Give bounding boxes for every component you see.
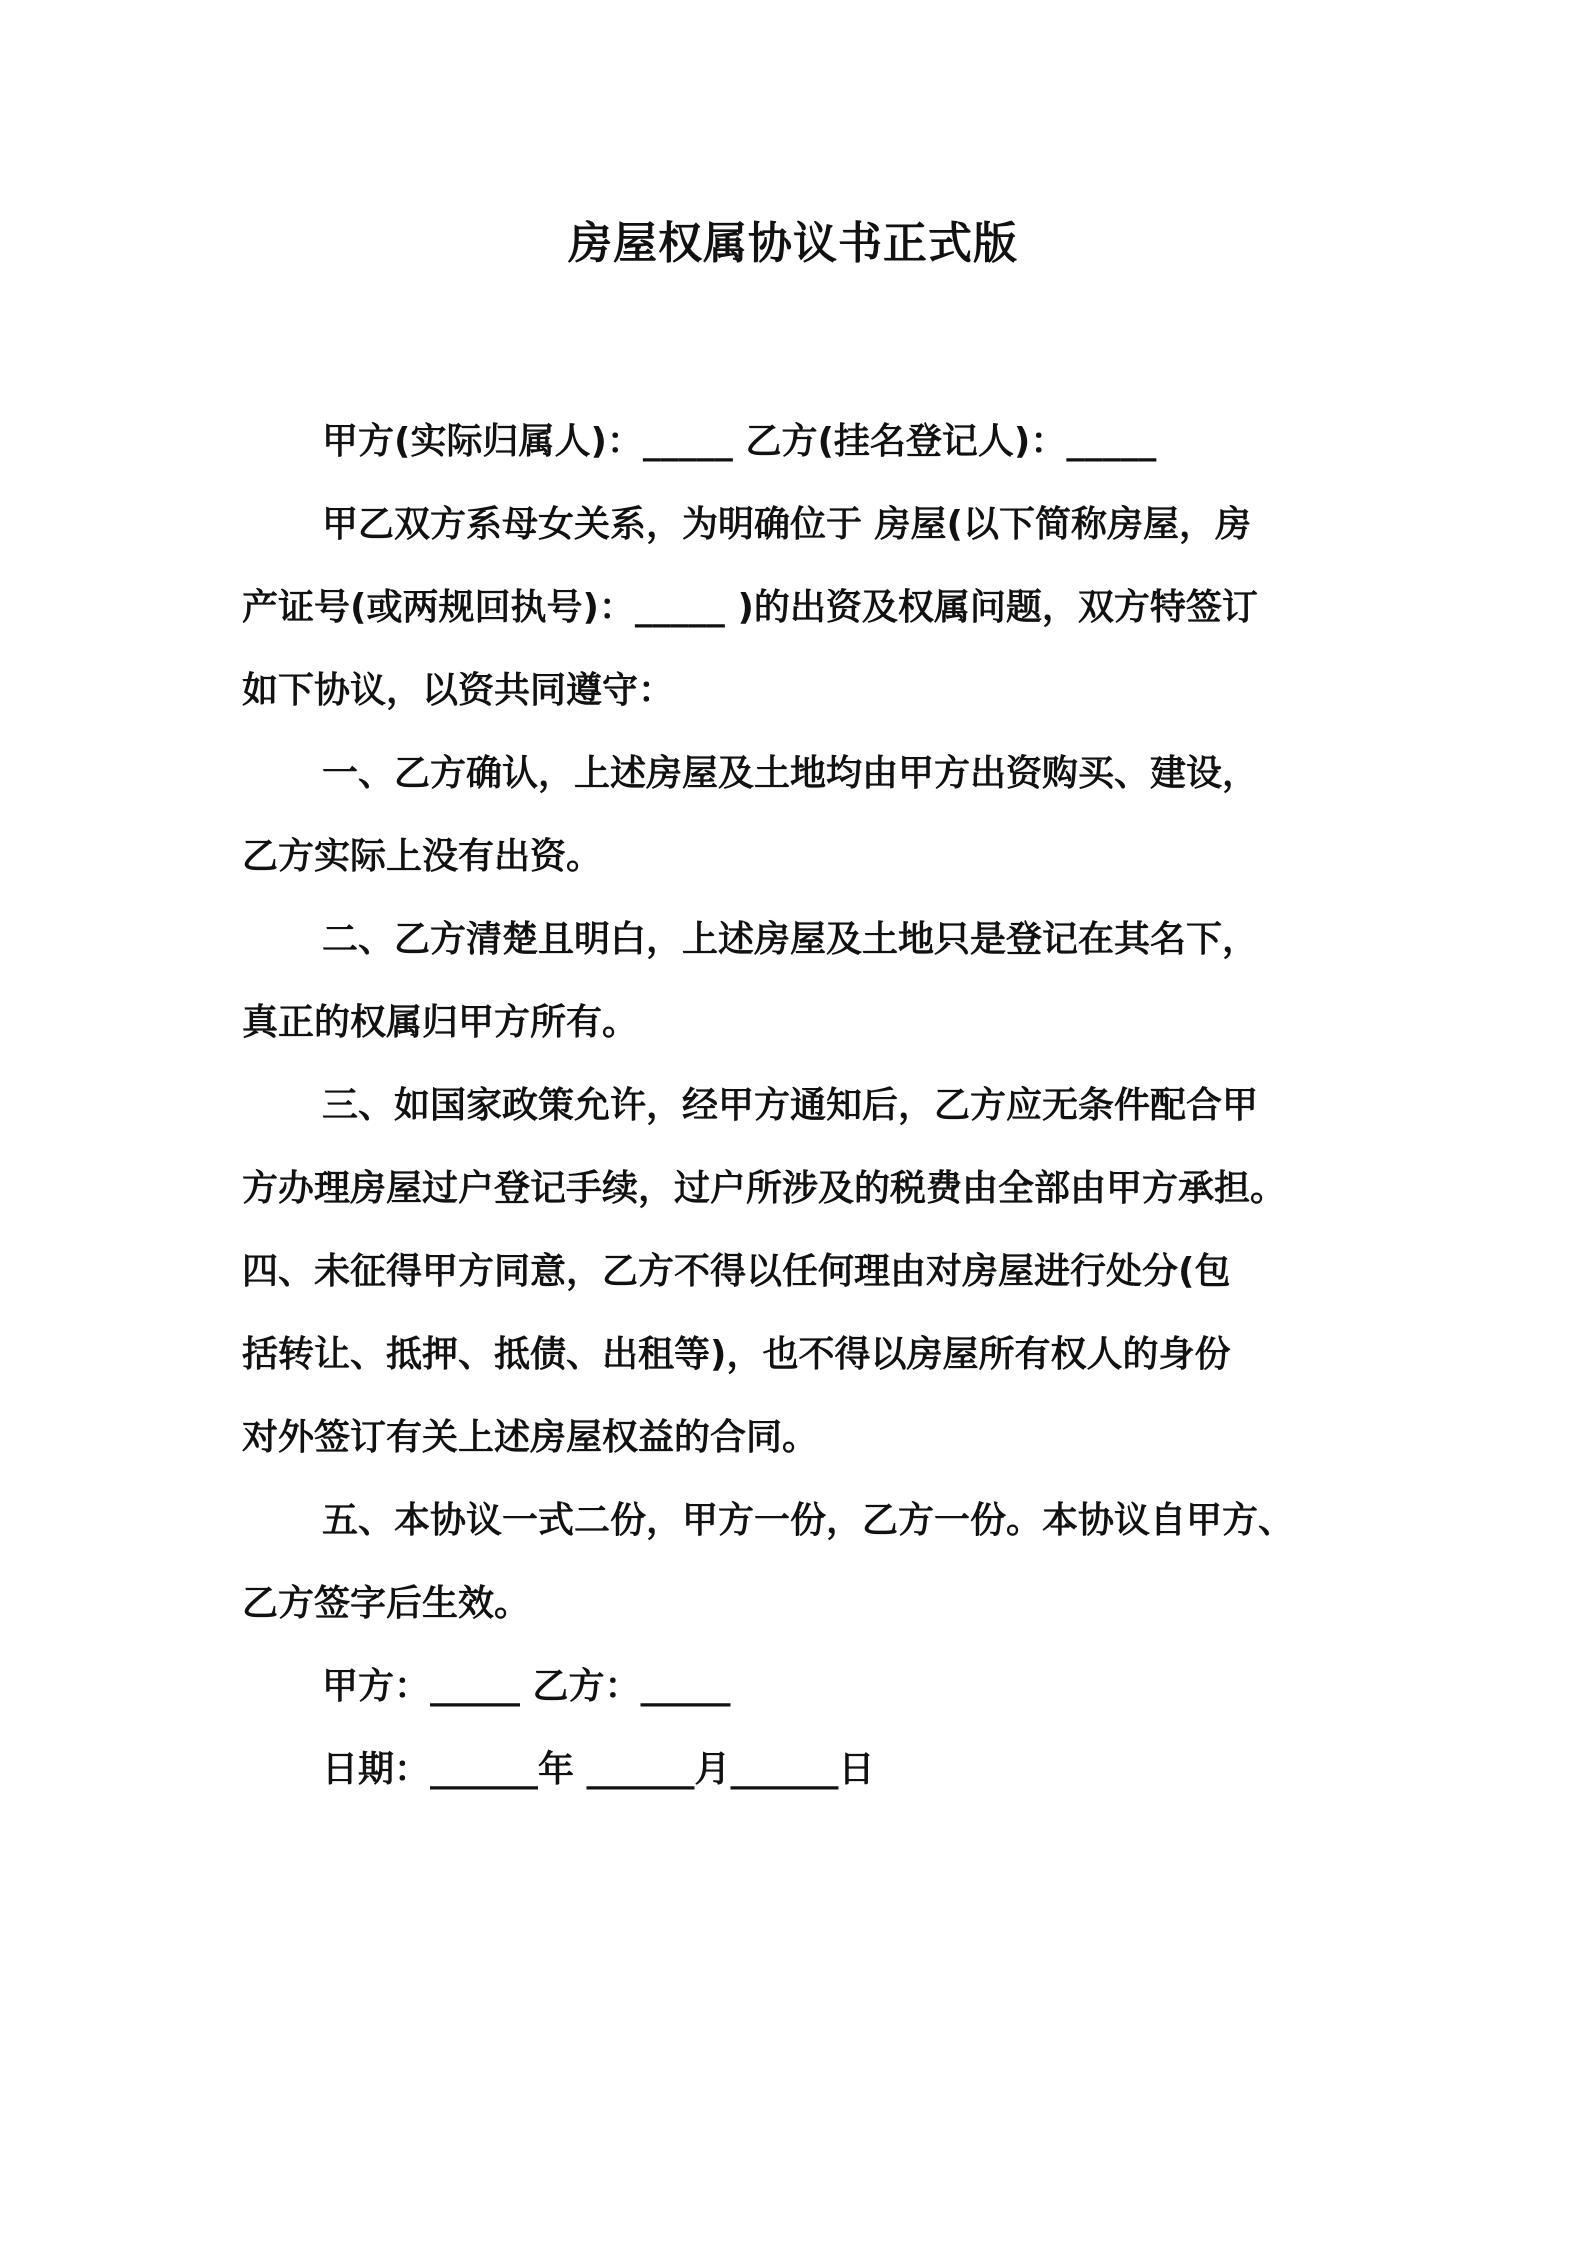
document-body bbox=[242, 400, 1372, 1811]
clause-2-line-1: 二、乙方清楚且明白，上述房屋及土地只是登记在其名下， bbox=[322, 919, 1259, 960]
party-names-line: 甲方(实际归属人)：_____ 乙方(挂名登记人)：_____ bbox=[322, 421, 1157, 462]
clause-4-line-2: 括转让、抵押、抵债、出租等)，也不得以房屋所有权人的身份 bbox=[242, 1334, 1231, 1375]
preamble-line-2: 产证号(或两规回执号)：_____ )的出资及权属问题，双方特签订 bbox=[242, 587, 1258, 628]
clause-3-line-1: 三、如国家政策允许，经甲方通知后，乙方应无条件配合甲 bbox=[322, 1085, 1259, 1126]
clause-1-line-2: 乙方实际上没有出资。 bbox=[242, 836, 603, 877]
clause-4-line-3: 对外签订有关上述房屋权益的合同。 bbox=[242, 1417, 819, 1458]
signature-line: 甲方：_____ 乙方：_____ bbox=[322, 1666, 731, 1707]
clause-2-line-2: 真正的权属归甲方所有。 bbox=[242, 1002, 639, 1043]
preamble-line-1: 甲乙双方系母女关系，为明确位于 房屋(以下简称房屋，房 bbox=[322, 504, 1251, 545]
clause-1-line-1: 一、乙方确认，上述房屋及土地均由甲方出资购买、建设， bbox=[322, 753, 1259, 794]
clause-5-line-1: 五、本协议一式二份，甲方一份，乙方一份。本协议自甲方、 bbox=[322, 1500, 1295, 1541]
preamble-line-3: 如下协议，以资共同遵守： bbox=[242, 670, 675, 711]
document-title: 房屋权属协议书正式版 bbox=[568, 218, 1018, 269]
clause-3-line-2: 方办理房屋过户登记手续，过户所涉及的税费由全部由甲方承担。 bbox=[242, 1168, 1287, 1209]
date-line: 日期：______年 ______月______日 bbox=[322, 1749, 875, 1790]
clause-5-line-2: 乙方签字后生效。 bbox=[242, 1583, 531, 1624]
clause-4-line-1: 四、未征得甲方同意，乙方不得以任何理由对房屋进行处分(包 bbox=[242, 1251, 1231, 1292]
